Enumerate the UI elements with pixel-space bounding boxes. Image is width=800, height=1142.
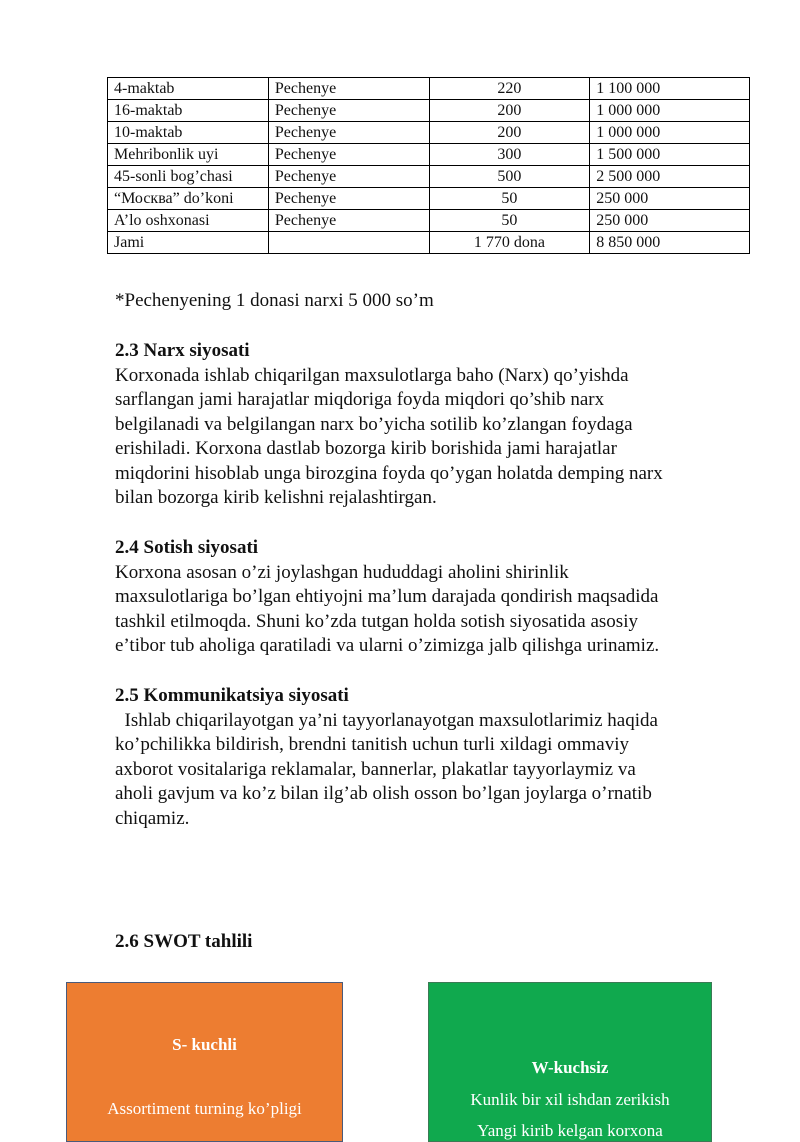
section-communication-policy xyxy=(115,684,745,831)
table-cell-recipient: 45-sonli bog’chasi xyxy=(108,166,269,188)
paragraph-line: Korxona asosan o’zi joylashgan hududdagi aholini shirinlik xyxy=(115,561,569,583)
table-cell-recipient: Mehribonlik uyi xyxy=(108,144,269,166)
table-cell-product: Pechenye xyxy=(268,122,429,144)
table-row xyxy=(108,78,750,100)
section-heading: 2.5 Kommunikatsiya siyosati xyxy=(115,685,349,706)
table-cell-recipient: Jami xyxy=(108,232,269,254)
table-cell-product: Pechenye xyxy=(268,78,429,100)
paragraph-line: chiqamiz. xyxy=(115,807,190,829)
table-cell-product: Pechenye xyxy=(268,100,429,122)
section-swot xyxy=(115,930,745,955)
table-cell-recipient: 10-maktab xyxy=(108,122,269,144)
table-row xyxy=(108,144,750,166)
table-cell-quantity: 200 xyxy=(429,122,590,144)
table-cell-amount: 250 000 xyxy=(590,188,750,210)
table-cell-product: Pechenye xyxy=(268,210,429,232)
swot-weaknesses-item: Kunlik bir xil ishdan zerikish xyxy=(470,1090,670,1109)
table-cell-product: Pechenye xyxy=(268,188,429,210)
section-heading: 2.4 Sotish siyosati xyxy=(115,537,259,558)
table-cell-quantity: 300 xyxy=(429,144,590,166)
paragraph-line: miqdorini hisoblab unga birozgina foyda qo’ygan holatda demping narx xyxy=(115,462,663,484)
table-row xyxy=(108,232,750,254)
price-note xyxy=(115,289,745,314)
table-cell-amount: 1 000 000 xyxy=(590,122,750,144)
table-cell-recipient: A’lo oshxonasi xyxy=(108,210,269,232)
price-note-text: *Pechenyening 1 donasi narxi 5 000 so’m xyxy=(115,290,434,311)
table-cell-quantity: 500 xyxy=(429,166,590,188)
section-heading: 2.6 SWOT tahlili xyxy=(115,931,253,952)
table-cell-quantity: 200 xyxy=(429,100,590,122)
table-row xyxy=(108,166,750,188)
table-row xyxy=(108,100,750,122)
paragraph-line: sarflangan jami harajatlar miqdoriga foyda miqdori qo’shib narx xyxy=(115,389,605,410)
table-cell-product: Pechenye xyxy=(268,166,429,188)
sales-table-body xyxy=(108,78,750,254)
table-cell-amount: 1 100 000 xyxy=(590,78,750,100)
table-cell-amount: 1 500 000 xyxy=(590,144,750,166)
table-cell-recipient: 16-maktab xyxy=(108,100,269,122)
table-cell-quantity: 50 xyxy=(429,188,590,210)
swot-weaknesses-title: W-kuchsiz xyxy=(531,1058,609,1077)
table-row xyxy=(108,188,750,210)
table-cell-amount: 8 850 000 xyxy=(590,232,750,254)
table-cell-amount: 250 000 xyxy=(590,210,750,232)
table-cell-product xyxy=(268,232,429,254)
table-cell-recipient: “Москва” do’koni xyxy=(108,188,269,210)
table-cell-amount: 1 000 000 xyxy=(590,100,750,122)
swot-weaknesses-box xyxy=(428,982,712,1142)
swot-strengths-title: S- kuchli xyxy=(172,1035,237,1054)
section-heading: 2.3 Narx siyosati xyxy=(115,340,250,361)
paragraph-line: tashkil etilmoqda. Shuni ko’zda tutgan holda sotish siyosatida asosiy xyxy=(115,610,638,632)
table-cell-quantity: 220 xyxy=(429,78,590,100)
swot-strengths-box xyxy=(66,982,343,1142)
paragraph-line: erishiladi. Korxona dastlab bozorga kirib borishida jami harajatlar xyxy=(115,438,617,459)
paragraph-line: aholi gavjum va ko’z bilan ilg’ab olish osson bo’lgan joylarga o’rnatib xyxy=(115,783,652,804)
swot-weaknesses-item: Yangi kirib kelgan korxona xyxy=(477,1121,663,1140)
paragraph-line: e’tibor tub aholiga qaratiladi va ularni o’zimizga jalb qilishga urinamiz. xyxy=(115,635,660,656)
table-row xyxy=(108,122,750,144)
paragraph-line: Ishlab chiqarilayotgan ya’ni tayyorlanayotgan maxsulotlarimiz haqida xyxy=(115,709,658,731)
paragraph-line: bilan bozorga kirib kelishni rejalashtirgan. xyxy=(115,487,437,508)
table-cell-quantity: 1 770 dona xyxy=(429,232,590,254)
table-cell-recipient: 4-maktab xyxy=(108,78,269,100)
swot-strengths-item: Assortiment turning ko’pligi xyxy=(107,1099,302,1118)
section-price-policy xyxy=(115,339,745,511)
table-cell-product: Pechenye xyxy=(268,144,429,166)
section-sales-policy xyxy=(115,536,745,659)
paragraph-line: Korxonada ishlab chiqarilgan maxsulotlarga baho (Narx) qo’yishda xyxy=(115,364,629,386)
paragraph-line: ko’pchilikka bildirish, brendni tanitish uchun turli xildagi ommaviy xyxy=(115,734,629,755)
paragraph-line: axborot vositalariga reklamalar, bannerlar, plakatlar tayyorlaymiz va xyxy=(115,758,636,780)
table-row xyxy=(108,210,750,232)
paragraph-line: maxsulotlariga bo’lgan ehtiyojni ma’lum darajada qondirish maqsadida xyxy=(115,586,659,607)
sales-table xyxy=(107,77,750,254)
table-cell-quantity: 50 xyxy=(429,210,590,232)
paragraph-line: belgilanadi va belgilangan narx bo’yicha sotilib ko’zlangan foydaga xyxy=(115,413,633,435)
table-cell-amount: 2 500 000 xyxy=(590,166,750,188)
